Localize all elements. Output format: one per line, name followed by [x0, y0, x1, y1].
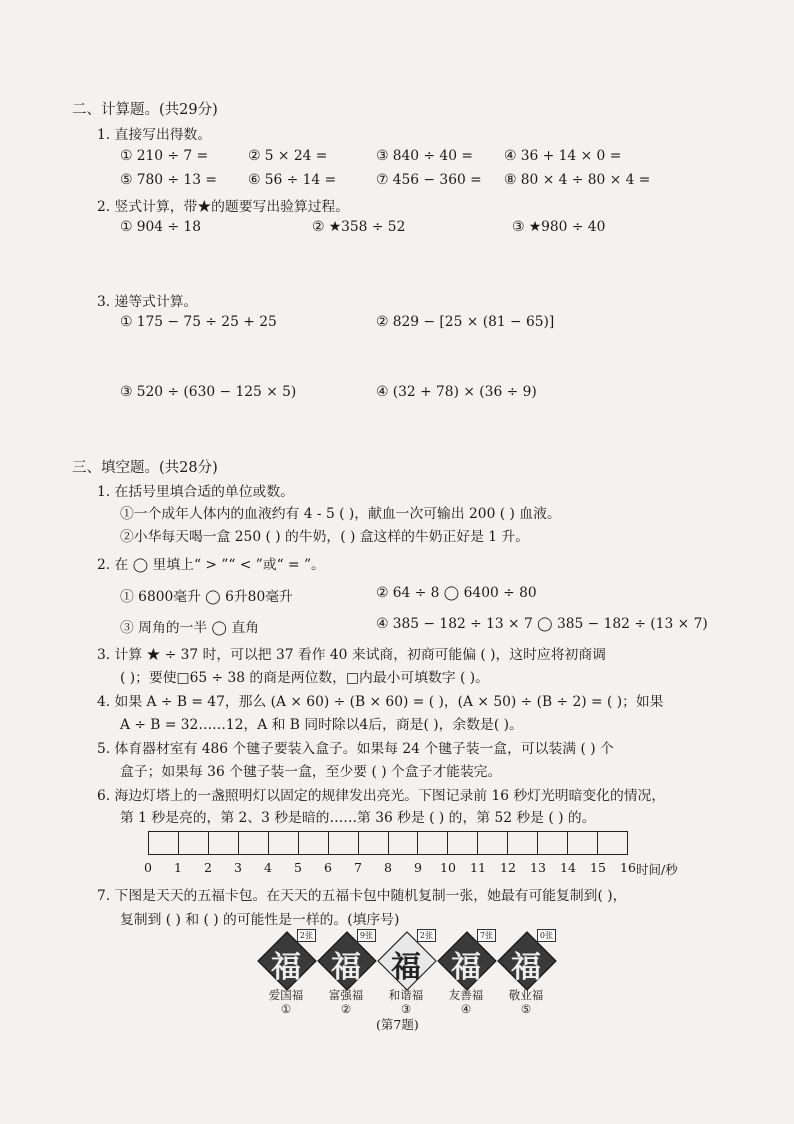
timeline-tick: 8 — [384, 860, 392, 875]
timeline-tick: 16 — [620, 860, 636, 875]
stepwise-calc-item: ④ (32 + 78) × (36 ÷ 9) — [376, 384, 537, 400]
q3-6-line: 第 1 秒是亮的，第 2、3 秒是暗的……第 36 秒是 ( ) 的，第 52 秒是 ( ) 的。 — [120, 810, 596, 826]
section-2-title: 二、计算题。(共29分) — [72, 102, 218, 118]
calc-item: ⑤ 780 ÷ 13 = — [120, 172, 217, 188]
timeline-tick: 10 — [440, 860, 456, 875]
q3-7-line: 7. 下图是天天的五福卡包。在天天的五福卡包中随机复制一张，她最有可能复制到( )， — [97, 888, 627, 904]
timeline-unit: 时间/秒 — [636, 862, 678, 877]
timeline-tick: 9 — [414, 860, 422, 875]
card-count-badge: 7张 — [477, 929, 496, 942]
card-count-badge: 2张 — [417, 929, 436, 942]
timeline-tick: 13 — [530, 860, 546, 875]
card-number: ② — [340, 1002, 352, 1016]
light-timeline — [148, 831, 628, 855]
calc-item: ⑥ 56 ÷ 14 = — [248, 172, 337, 188]
calc-item: ① 210 ÷ 7 = — [120, 148, 209, 164]
figure-caption: (第7题) — [376, 1017, 419, 1032]
timeline-tick: 7 — [354, 860, 362, 875]
card-number: ① — [280, 1002, 292, 1016]
q3-2-stem: 2. 在 ◯ 里填上“ > ”“ < ”或“ = ”。 — [97, 557, 325, 573]
timeline-tick: 5 — [294, 860, 302, 875]
compare-item: ① 6800毫升 ◯ 6升80毫升 — [120, 589, 293, 605]
vertical-calc-item: ① 904 ÷ 18 — [120, 219, 201, 235]
q2-2-stem: 2. 竖式计算，带★的题要写出验算过程。 — [97, 199, 350, 215]
stepwise-calc-item: ③ 520 ÷ (630 − 125 × 5) — [120, 384, 297, 400]
q3-3-line: ( )；要使□65 ÷ 38 的商是两位数，□内最小可填数字 ( )。 — [120, 670, 489, 686]
card-number: ③ — [400, 1002, 412, 1016]
q3-7-line: 复制到 ( ) 和 ( ) 的可能性是一样的。(填序号) — [120, 912, 400, 928]
card-count-badge: 2张 — [297, 929, 316, 942]
card-name: 爱国福 — [268, 988, 304, 1002]
card-count-badge: 0张 — [537, 929, 556, 942]
q3-6-line: 6. 海边灯塔上的一盏照明灯以固定的规律发出亮光。下图记录前 16 秒灯光明暗变化的情况， — [97, 788, 666, 804]
compare-item: ② 64 ÷ 8 ◯ 6400 ÷ 80 — [376, 585, 537, 601]
calc-item: ④ 36 + 14 × 0 = — [504, 148, 622, 164]
compare-item: ③ 周角的一半 ◯ 直角 — [120, 620, 259, 636]
card-number: ⑤ — [520, 1002, 532, 1016]
fu-character: 福 — [511, 950, 541, 985]
card-number: ④ — [460, 1002, 472, 1016]
vertical-calc-item: ③ ★980 ÷ 40 — [512, 219, 606, 235]
timeline-tick: 11 — [470, 860, 486, 875]
timeline-tick: 15 — [590, 860, 606, 875]
timeline-tick: 3 — [234, 860, 242, 875]
fu-character: 福 — [271, 950, 301, 985]
q2-1-stem: 1. 直接写出得数。 — [97, 127, 212, 143]
calc-item: ② 5 × 24 = — [248, 148, 328, 164]
section-3-title: 三、填空题。(共28分) — [72, 460, 218, 476]
timeline-tick: 1 — [174, 860, 182, 875]
card-name: 和谐福 — [388, 988, 424, 1002]
card-name: 富强福 — [328, 988, 364, 1002]
timeline-tick: 0 — [144, 860, 152, 875]
stepwise-calc-item: ② 829 − [25 × (81 − 65)] — [376, 314, 555, 330]
timeline-tick: 2 — [204, 860, 212, 875]
calc-item: ③ 840 ÷ 40 = — [376, 148, 473, 164]
q3-3-line: 3. 计算 ★ ÷ 37 时，可以把 37 看作 40 来试商，初商可能偏 ( )，这时应将初商调 — [97, 647, 606, 663]
vertical-calc-item: ② ★358 ÷ 52 — [312, 219, 406, 235]
calc-item: ⑦ 456 − 360 = — [376, 172, 482, 188]
q3-1-line: ①一个成年人体内的血液约有 4 - 5 ( )，献血一次可输出 200 ( ) 血液。 — [120, 506, 561, 522]
timeline-tick: 6 — [324, 860, 332, 875]
fu-card-set — [258, 932, 558, 1027]
timeline-tick: 12 — [500, 860, 516, 875]
fu-character: 福 — [451, 950, 481, 985]
q2-3-stem: 3. 递等式计算。 — [97, 294, 198, 310]
q3-1-stem: 1. 在括号里填合适的单位或数。 — [97, 484, 294, 500]
q3-5-line: 盒子；如果每 36 个毽子装一盒，至少要 ( ) 个盒子才能装完。 — [120, 764, 502, 780]
stepwise-calc-item: ① 175 − 75 ÷ 25 + 25 — [120, 314, 277, 330]
card-name: 敬业福 — [508, 988, 544, 1002]
card-name: 友善福 — [448, 988, 484, 1002]
q3-4-line: A ÷ B = 32……12，A 和 B 同时除以4后，商是( )，余数是( )。 — [120, 717, 523, 733]
q3-1-line: ②小华每天喝一盒 250 ( ) 的牛奶，( ) 盒这样的牛奶正好是 1 升。 — [120, 529, 530, 545]
fu-character: 福 — [331, 950, 361, 985]
calc-item: ⑧ 80 × 4 ÷ 80 × 4 = — [504, 172, 651, 188]
timeline-tick: 14 — [560, 860, 576, 875]
q3-5-line: 5. 体育器材室有 486 个毽子要装入盒子。如果每 24 个毽子装一盒，可以装满 ( ) 个 — [97, 741, 614, 757]
q3-4-line: 4. 如果 A ÷ B = 47，那么 (A × 60) ÷ (B × 60) = ( )，(A × 50) ÷ (B ÷ 2) = ( )；如果 — [97, 694, 664, 710]
compare-item: ④ 385 − 182 ÷ 13 × 7 ◯ 385 − 182 ÷ (13 × 7) — [376, 616, 708, 632]
timeline-tick: 4 — [264, 860, 272, 875]
fu-character: 福 — [391, 950, 421, 985]
card-count-badge: 9张 — [357, 929, 376, 942]
